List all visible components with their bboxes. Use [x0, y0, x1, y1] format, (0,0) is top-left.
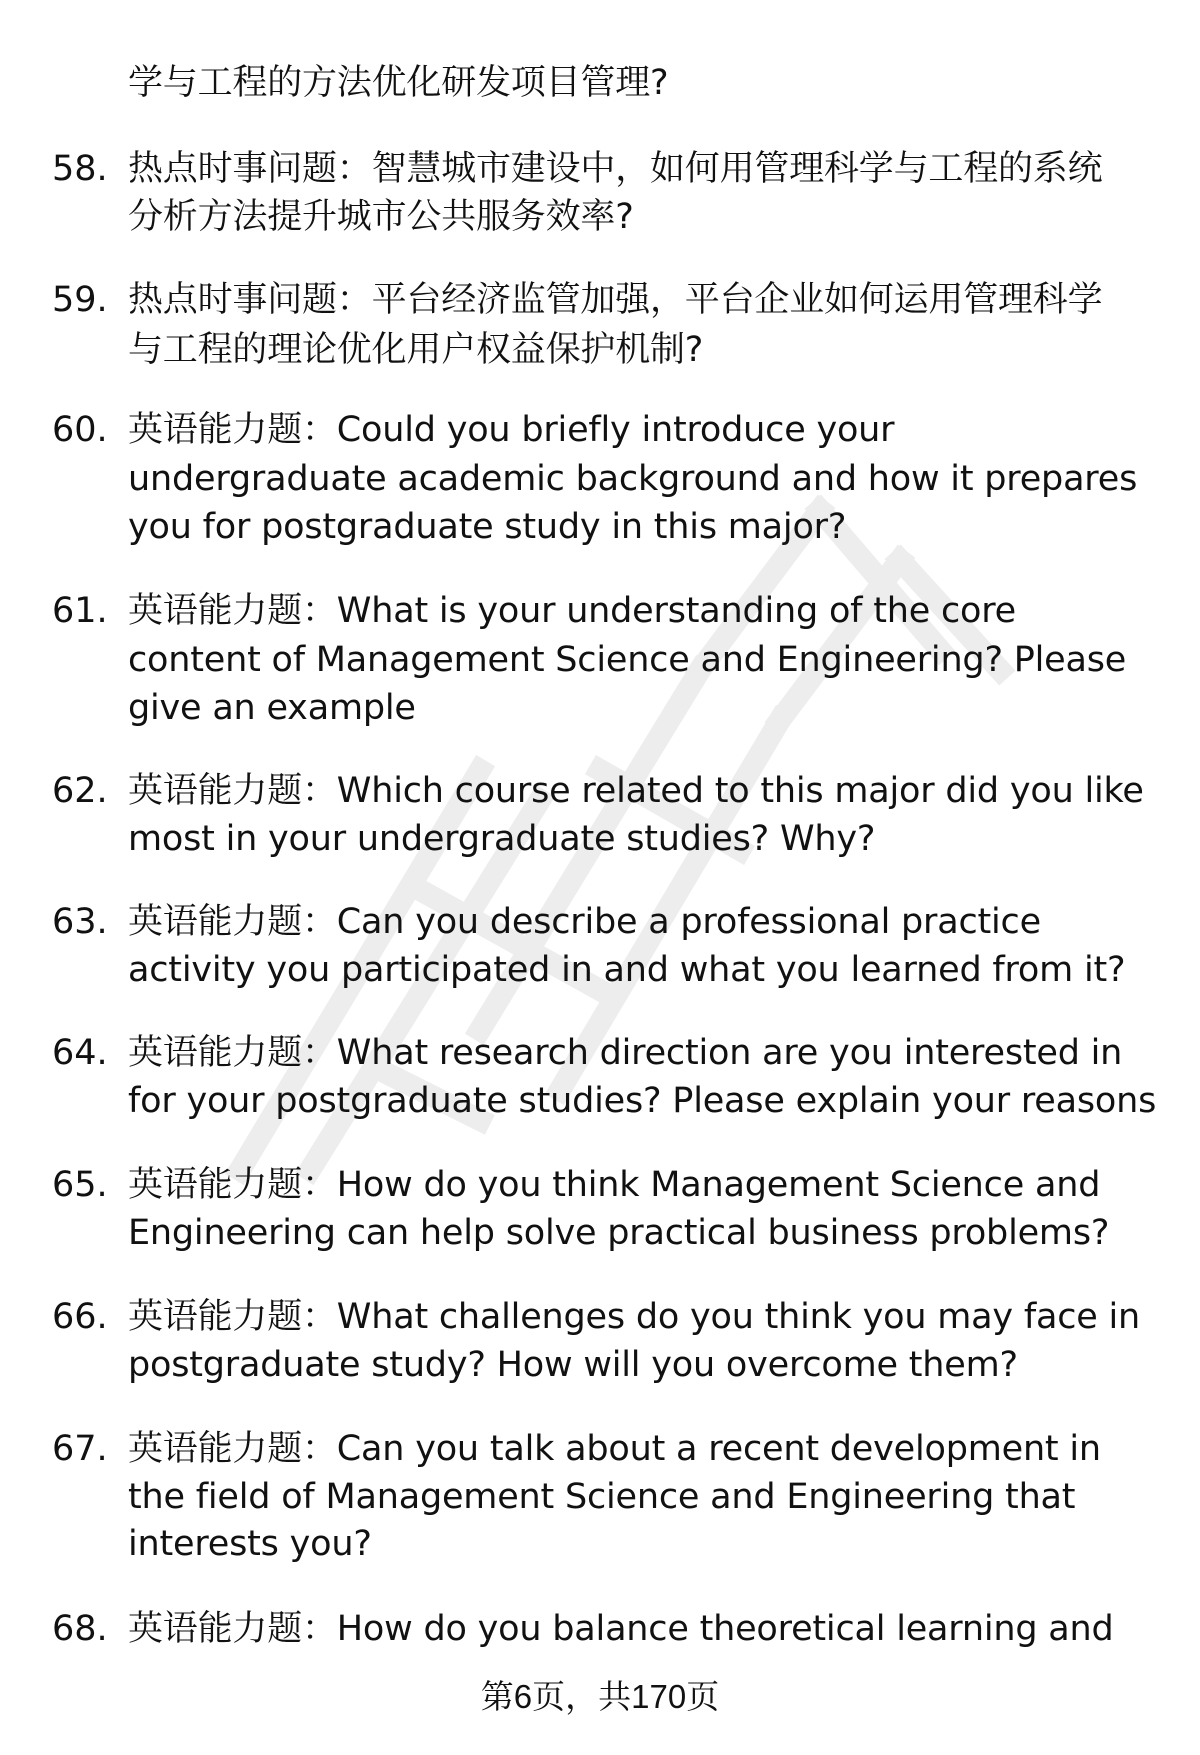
item-text-line: content of Management Science and Engineering? Please: [128, 640, 1127, 680]
item-text-line: 热点时事问题：平台经济监管加强，平台企业如何运用管理科学: [128, 280, 1103, 320]
item-text-line: most in your undergraduate studies? Why?: [128, 819, 876, 859]
item-text-line: 热点时事问题：智慧城市建设中，如何用管理科学与工程的系统: [128, 149, 1103, 189]
item-text-line: 英语能力题：Can you talk about a recent development in: [128, 1429, 1101, 1469]
item-number: 67.: [52, 1429, 108, 1469]
item-text-line: 英语能力题：How do you think Management Science and: [128, 1165, 1101, 1205]
item-text-line: 英语能力题：What is your understanding of the core: [128, 591, 1016, 631]
item-number: 62.: [52, 771, 108, 811]
item-text-line: Engineering can help solve practical business problems?: [128, 1213, 1110, 1253]
item-number: 58.: [52, 149, 108, 189]
item-text-line: 英语能力题：Can you describe a professional practice: [128, 902, 1041, 942]
item-text-line: the field of Management Science and Engineering that: [128, 1477, 1076, 1517]
item-text-line: 英语能力题：Which course related to this major did you like: [128, 771, 1144, 811]
item-number: 65.: [52, 1165, 108, 1205]
item-text-line: 英语能力题：Could you briefly introduce your: [128, 410, 895, 450]
item-text-line: 与工程的理论优化用户权益保护机制?: [128, 330, 704, 370]
item-number: 68.: [52, 1609, 108, 1649]
item-text-line: for your postgraduate studies? Please explain your reasons: [128, 1081, 1157, 1121]
item-text-line: interests you?: [128, 1524, 372, 1564]
item-text-line: activity you participated in and what you learned from it?: [128, 950, 1126, 990]
item-text-line: postgraduate study? How will you overcome them?: [128, 1345, 1018, 1385]
item-text-line: undergraduate academic background and how it prepares: [128, 459, 1138, 499]
continued-line: 学与工程的方法优化研发项目管理?: [128, 63, 669, 103]
item-text-line: 英语能力题：How do you balance theoretical learning and: [128, 1609, 1114, 1649]
item-number: 59.: [52, 280, 108, 320]
item-text-line: 分析方法提升城市公共服务效率?: [128, 197, 634, 237]
item-number: 66.: [52, 1297, 108, 1337]
item-number: 64.: [52, 1033, 108, 1073]
page-indicator: 第6页，共170页: [480, 1678, 720, 1715]
item-number: 61.: [52, 591, 108, 631]
item-number: 60.: [52, 410, 108, 450]
item-text-line: 英语能力题：What research direction are you interested in: [128, 1033, 1123, 1073]
item-number: 63.: [52, 902, 108, 942]
item-text-line: give an example: [128, 688, 416, 728]
item-text-line: 英语能力题：What challenges do you think you may face in: [128, 1297, 1141, 1337]
item-text-line: you for postgraduate study in this major?: [128, 507, 847, 547]
